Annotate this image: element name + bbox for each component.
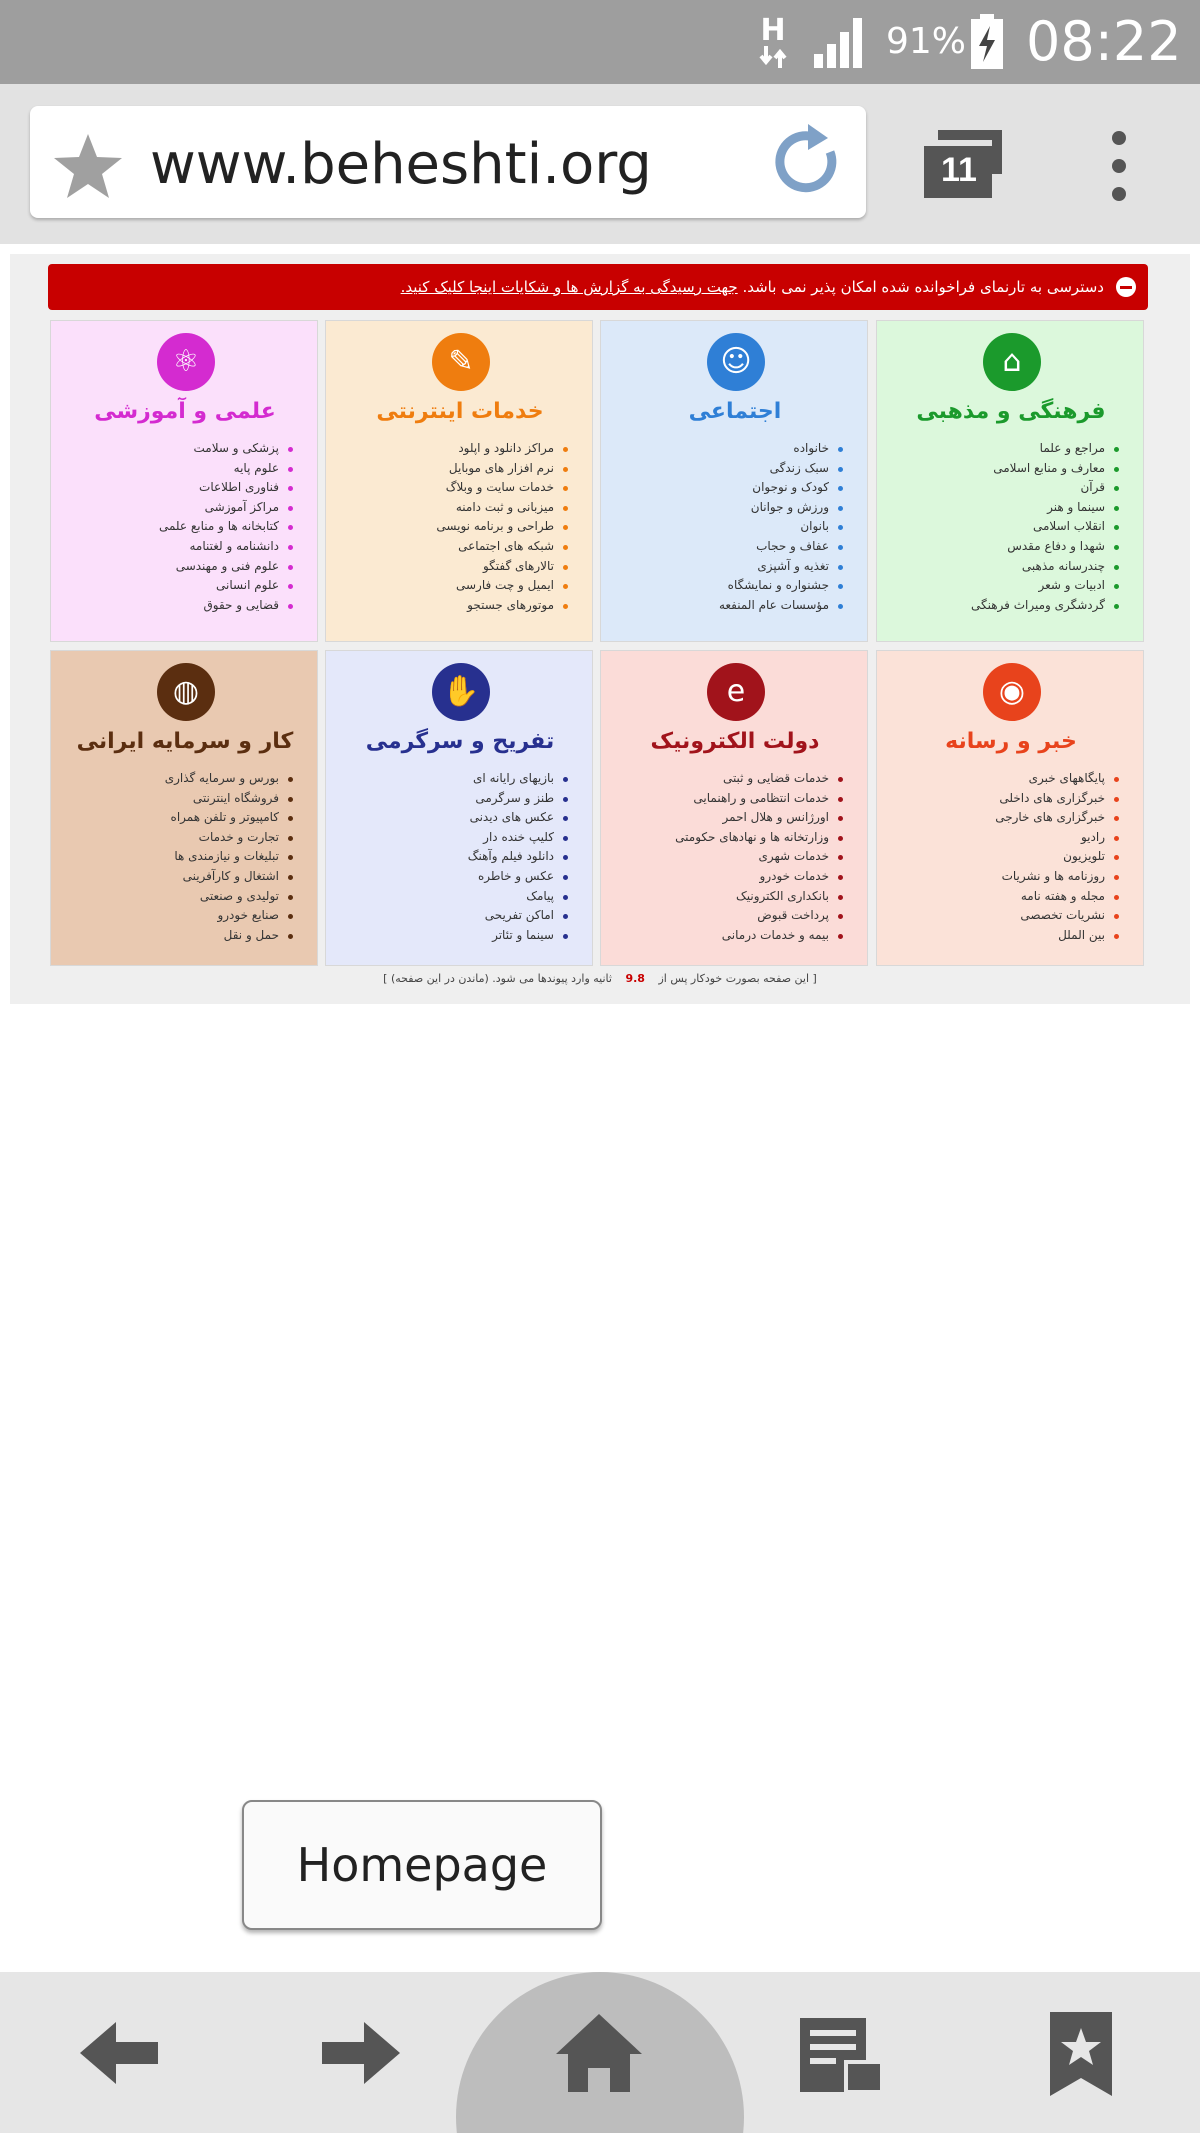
bottom-nav-bar <box>0 1972 1200 2133</box>
category-link[interactable]: گردشگری ومیراث فرهنگی <box>971 596 1105 616</box>
category-links <box>468 769 572 945</box>
category-card[interactable] <box>325 320 593 642</box>
category-link[interactable]: عکس و خاطره <box>468 867 554 887</box>
web-page <box>10 254 1190 1004</box>
category-card[interactable] <box>50 650 318 966</box>
category-link[interactable]: وزارتخانه ها و نهادهای حکومتی <box>675 828 829 848</box>
category-link[interactable]: چندرسانه مذهبی <box>971 557 1105 577</box>
category-link[interactable]: تلویزیون <box>995 847 1105 867</box>
bookmarks-icon[interactable] <box>1036 2008 1126 2098</box>
category-link[interactable]: صنایع خودرو <box>165 906 279 926</box>
category-link[interactable]: خانواده <box>719 439 829 459</box>
people-fun-icon: ✋ <box>432 663 490 721</box>
category-link[interactable]: شبکه های اجتماعی <box>436 537 554 557</box>
category-link[interactable]: نرم افزار های موبایل <box>436 459 554 479</box>
category-link[interactable]: فناوری اطلاعات <box>159 478 279 498</box>
category-link[interactable]: دانشنامه و لغتنامه <box>159 537 279 557</box>
category-link[interactable]: پایگاههای خبری <box>995 769 1105 789</box>
category-link[interactable]: کلیپ خنده دار <box>468 828 554 848</box>
category-link[interactable]: بورس و سرمایه گذاری <box>165 769 279 789</box>
category-link[interactable]: اورژانس و هلال احمر <box>675 808 829 828</box>
category-link[interactable]: قرآن <box>971 478 1105 498</box>
category-link[interactable]: عکس های دیدنی <box>468 808 554 828</box>
battery-charging-icon <box>970 14 1004 70</box>
reload-icon[interactable] <box>768 122 848 202</box>
bookmark-star-icon[interactable] <box>52 132 124 200</box>
category-link[interactable]: خدمات انتظامی و راهنمایی <box>675 789 829 809</box>
category-link[interactable]: کودک و نوجوان <box>719 478 829 498</box>
category-card[interactable] <box>50 320 318 642</box>
category-link[interactable]: تبلیغات و نیازمندی ها <box>165 847 279 867</box>
network-h-icon <box>756 10 790 72</box>
category-link[interactable]: تغذیه و آشپزی <box>719 557 829 577</box>
minus-circle-icon <box>1116 277 1136 297</box>
category-link[interactable]: جشنواره و نمایشگاه <box>719 576 829 596</box>
category-card[interactable] <box>325 650 593 966</box>
category-links <box>675 769 847 945</box>
tab-count: 11 <box>941 151 977 189</box>
category-card[interactable] <box>876 650 1144 966</box>
category-link[interactable]: اشتغال و کارآفرینی <box>165 867 279 887</box>
category-card[interactable] <box>600 650 868 966</box>
category-card[interactable] <box>876 320 1144 642</box>
category-links <box>436 439 572 615</box>
category-link[interactable]: بیمه و خدمات درمانی <box>675 926 829 946</box>
clock: 08:22 <box>1026 10 1182 73</box>
category-link[interactable]: خدمات سایت و وبلاگ <box>436 478 554 498</box>
category-link[interactable]: دانلود فیلم وآهنگ <box>468 847 554 867</box>
homepage-tooltip: Homepage <box>242 1800 602 1930</box>
category-link[interactable]: تولیدی و صنعتی <box>165 887 279 907</box>
category-link[interactable]: مراکز آموزشی <box>159 498 279 518</box>
category-link[interactable]: بانکداری الکترونیک <box>675 887 829 907</box>
category-link[interactable]: مجله و هفته نامه <box>995 887 1105 907</box>
category-link[interactable]: رادیو <box>995 828 1105 848</box>
mosque-icon: ⌂ <box>983 333 1041 391</box>
category-link[interactable]: پزشکی و سلامت <box>159 439 279 459</box>
svg-text:H: H <box>760 13 786 48</box>
category-links <box>159 439 297 615</box>
category-link[interactable]: شهدا و دفاع مقدس <box>971 537 1105 557</box>
redirect-footnote <box>10 972 1190 985</box>
category-link[interactable]: بازیهای رایانه ای <box>468 769 554 789</box>
category-link[interactable]: معارف و منابع اسلامی <box>971 459 1105 479</box>
overflow-menu-icon[interactable] <box>1104 128 1134 204</box>
category-link[interactable]: ورزش و جوانان <box>719 498 829 518</box>
category-link[interactable]: علوم انسانی <box>159 576 279 596</box>
category-link[interactable]: مراجع و علما <box>971 439 1105 459</box>
category-link[interactable]: بانوان <box>719 517 829 537</box>
category-grid <box>50 320 1150 966</box>
url-text[interactable]: www.beheshti.org <box>150 132 652 197</box>
tools-icon: ✎ <box>432 333 490 391</box>
home-icon[interactable] <box>554 2008 644 2098</box>
category-link[interactable]: روزنامه ها و نشریات <box>995 867 1105 887</box>
back-arrow-icon[interactable] <box>76 2008 166 2098</box>
tabs-button[interactable] <box>920 128 1004 200</box>
category-title[interactable]: دولت الکترونیک <box>650 729 820 754</box>
notice-text: دسترسی به تارنمای فراخوانده شده امکان پذیر نمی باشد. <box>742 278 1104 296</box>
category-title[interactable]: فرهنگی و مذهبی <box>916 399 1106 424</box>
category-link[interactable]: موتورهای جستجو <box>436 596 554 616</box>
category-link[interactable]: خدمات خودرو <box>675 867 829 887</box>
blocked-notice <box>48 264 1148 310</box>
category-link[interactable]: نشریات تخصصی <box>995 906 1105 926</box>
category-card[interactable] <box>600 320 868 642</box>
category-links <box>165 769 297 945</box>
category-link[interactable]: فروشگاه اینترنتی <box>165 789 279 809</box>
category-link[interactable]: طراحی و برنامه نویسی <box>436 517 554 537</box>
category-link[interactable]: ایمیل و چت فارسی <box>436 576 554 596</box>
footnote-text-before: [ این صفحه بصورت خودکار پس از <box>658 972 817 985</box>
category-link[interactable]: خبرگزاری های خارجی <box>995 808 1105 828</box>
category-link[interactable]: پرداخت قبوض <box>675 906 829 926</box>
category-link[interactable]: کتابخانه ها و منابع علمی <box>159 517 279 537</box>
e-map-icon: e <box>707 663 765 721</box>
category-link[interactable]: خبرگزاری های داخلی <box>995 789 1105 809</box>
category-link[interactable]: علوم فنی و مهندسی <box>159 557 279 577</box>
category-link[interactable]: علوم پایه <box>159 459 279 479</box>
status-bar <box>0 0 1200 84</box>
category-link[interactable]: تجارت و خدمات <box>165 828 279 848</box>
category-link[interactable]: قضایی و حقوق <box>159 596 279 616</box>
family-icon: ☺ <box>707 333 765 391</box>
footnote-text-after[interactable]: ثانیه وارد پیوندها می شود. (ماندن در این صفحه) ] <box>383 972 612 985</box>
category-title[interactable]: خبر و رسانه <box>945 729 1077 754</box>
globe-hands-icon: ◍ <box>157 663 215 721</box>
battery-percent: 91% <box>886 21 967 62</box>
category-link[interactable]: اماکن تفریحی <box>468 906 554 926</box>
category-link[interactable]: انقلاب اسلامی <box>971 517 1105 537</box>
signal-icon <box>812 14 868 68</box>
category-link[interactable]: تالارهای گفتگو <box>436 557 554 577</box>
satellite-dish-icon: ◉ <box>983 663 1041 721</box>
category-link[interactable]: عفاف و حجاب <box>719 537 829 557</box>
category-title[interactable]: تفریح و سرگرمی <box>365 729 555 754</box>
category-link[interactable]: سبک زندگی <box>719 459 829 479</box>
category-link[interactable]: سینما و تئاتر <box>468 926 554 946</box>
category-links <box>995 769 1123 945</box>
category-link[interactable]: خدمات قضایی و ثبتی <box>675 769 829 789</box>
atom-icon: ⚛ <box>157 333 215 391</box>
category-link[interactable]: ادبیات و شعر <box>971 576 1105 596</box>
category-link[interactable]: میزبانی و ثبت دامنه <box>436 498 554 518</box>
category-link[interactable]: حمل و نقل <box>165 926 279 946</box>
category-title[interactable]: اجتماعی <box>688 399 782 424</box>
reading-list-icon[interactable] <box>796 2008 886 2098</box>
category-link[interactable]: طنز و سرگرمی <box>468 789 554 809</box>
forward-arrow-icon[interactable] <box>314 2008 404 2098</box>
address-bar[interactable] <box>30 106 866 218</box>
category-link[interactable]: مراکز دانلود و اپلود <box>436 439 554 459</box>
category-link[interactable]: مؤسسات عام المنفعه <box>719 596 829 616</box>
category-link[interactable]: بین الملل <box>995 926 1105 946</box>
category-title[interactable]: خدمات اینترنتی <box>376 399 544 424</box>
category-links <box>971 439 1123 615</box>
category-title[interactable]: علمی و آموزشی <box>94 399 276 424</box>
category-link[interactable]: پیامک <box>468 887 554 907</box>
category-title[interactable]: کار و سرمایه ایرانی <box>76 729 294 754</box>
category-links <box>719 439 847 615</box>
browser-toolbar <box>0 84 1200 244</box>
countdown-seconds: 9.8 <box>625 972 645 985</box>
category-link[interactable]: کامپیوتر و تلفن همراه <box>165 808 279 828</box>
category-link[interactable]: سینما و هنر <box>971 498 1105 518</box>
report-link[interactable]: جهت رسیدگی به گزارش ها و شکایات اینجا کلیک کنید. <box>400 278 738 296</box>
category-link[interactable]: خدمات شهری <box>675 847 829 867</box>
